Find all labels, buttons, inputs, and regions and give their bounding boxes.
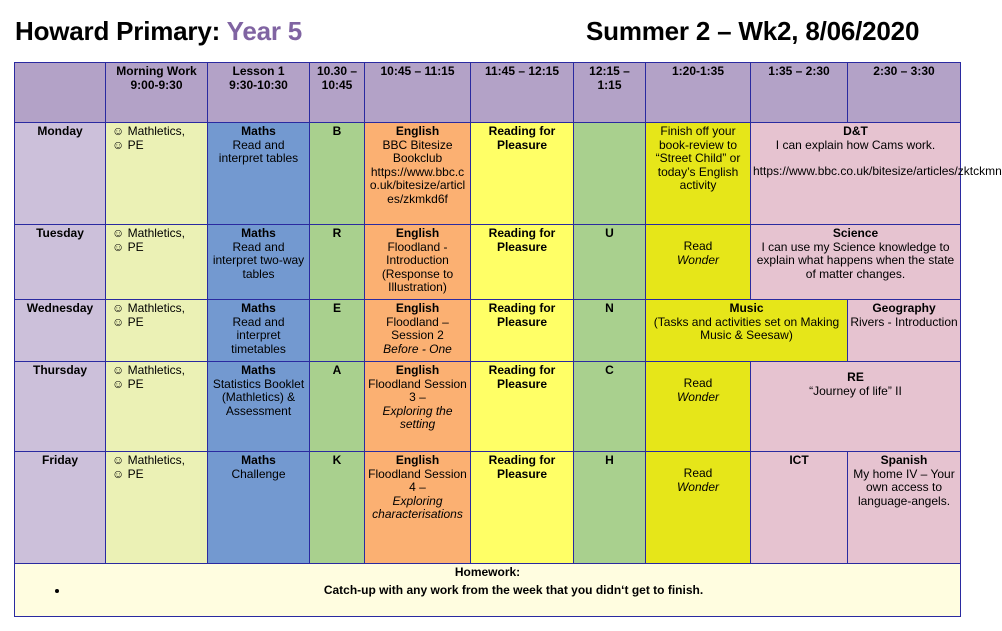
col-break: 10.30 – 10:45 — [310, 63, 365, 123]
english-cell: English Floodland - Introduction (Response to Illustration) — [365, 225, 471, 300]
dt-cell: D&T I can explain how Cams work. https://www.bbc.co.uk/bitesize/articles/zktckmn — [751, 123, 961, 225]
col-lunch: 12:15 – 1:15 — [574, 63, 646, 123]
english-cell: English BBC Bitesize Bookclub https://www.bbc.co.uk/bitesize/articles/zkmkd6f — [365, 123, 471, 225]
geography-cell: Geography Rivers - Introduction — [848, 300, 961, 362]
maths-cell: Maths Statistics Booklet (Mathletics) & Assessment — [208, 362, 310, 452]
morning-work-cell: ☺ Mathletics, ☺ PE — [106, 452, 208, 564]
col-afternoon-1: 1:20-1:35 — [646, 63, 751, 123]
homework-item: • Catch-up with any work from the week that you didn‘t get to finish. — [69, 584, 958, 598]
col-reading: 11:45 – 12:15 — [471, 63, 574, 123]
break-letter: R — [310, 225, 365, 300]
reading-cell: Reading for Pleasure — [471, 362, 574, 452]
ict-cell: ICT — [751, 452, 848, 564]
reading-cell: Reading for Pleasure — [471, 225, 574, 300]
break-letter: K — [310, 452, 365, 564]
corner-cell — [15, 63, 106, 123]
page-header — [0, 0, 974, 62]
reading-cell: Reading for Pleasure — [471, 123, 574, 225]
lunch-letter: H — [574, 452, 646, 564]
afternoon-task-cell: Finish off your book-review to “Street Child” or today’s English activity — [646, 123, 751, 225]
row-wednesday — [15, 300, 961, 362]
break-letter: E — [310, 300, 365, 362]
dt-link[interactable]: https://www.bbc.co.uk/bitesize/articles/zktckmn — [753, 164, 1002, 178]
day-label: Thursday — [15, 362, 106, 452]
morning-work-cell: ☺ Mathletics, ☺ PE — [106, 362, 208, 452]
science-cell: Science I can use my Science knowledge to explain what happens when the state of matter changes. — [751, 225, 961, 300]
col-english: 10:45 – 11:15 — [365, 63, 471, 123]
lunch-letter: C — [574, 362, 646, 452]
maths-cell: Maths Read and interpret timetables — [208, 300, 310, 362]
day-label: Tuesday — [15, 225, 106, 300]
english-cell: English Floodland – Session 2 Before - One — [365, 300, 471, 362]
break-letter: A — [310, 362, 365, 452]
maths-cell: Maths Read and interpret two-way tables — [208, 225, 310, 300]
row-thursday — [15, 362, 961, 452]
lunch-letter: U — [574, 225, 646, 300]
reading-cell: Reading for Pleasure — [471, 300, 574, 362]
col-lesson-1: Lesson 1 9:30-10:30 — [208, 63, 310, 123]
school-name: Howard Primary: — [15, 16, 221, 46]
col-afternoon-2: 1:35 – 2:30 — [751, 63, 848, 123]
english-cell: English Floodland Session 4 – Exploring characterisations — [365, 452, 471, 564]
read-cell: Read Wonder — [646, 452, 751, 564]
bbc-link[interactable]: https://www.bbc.co.uk/bitesize/articles/zkmkd6f — [369, 164, 466, 206]
col-afternoon-3: 2:30 – 3:30 — [848, 63, 961, 123]
morning-work-cell: ☺ Mathletics, ☺ PE — [106, 123, 208, 225]
read-cell: Read Wonder — [646, 362, 751, 452]
homework-label: Homework: — [454, 565, 521, 579]
break-letter: B — [310, 123, 365, 225]
row-tuesday — [15, 225, 961, 300]
col-morning-work: Morning Work 9:00-9:30 — [106, 63, 208, 123]
homework-cell — [15, 564, 961, 617]
english-cell: English Floodland Session 3 – Exploring the setting — [365, 362, 471, 452]
maths-cell: Maths Challenge — [208, 452, 310, 564]
row-monday — [15, 123, 961, 225]
timetable — [14, 62, 1002, 617]
read-cell: Read Wonder — [646, 225, 751, 300]
page-title — [15, 16, 302, 47]
spanish-cell: Spanish My home IV – Your own access to language-angels. — [848, 452, 961, 564]
reading-cell: Reading for Pleasure — [471, 452, 574, 564]
day-label: Friday — [15, 452, 106, 564]
lunch-letter: N — [574, 300, 646, 362]
maths-cell: Maths Read and interpret tables — [208, 123, 310, 225]
re-cell: RE “Journey of life” II — [751, 362, 961, 452]
morning-work-cell: ☺ Mathletics, ☺ PE — [106, 225, 208, 300]
morning-work-cell: ☺ Mathletics, ☺ PE — [106, 300, 208, 362]
row-friday — [15, 452, 961, 564]
header-row — [15, 63, 961, 123]
homework-list — [17, 584, 958, 598]
week-label: Summer 2 – Wk2, 8/06/2020 — [586, 16, 920, 46]
day-label: Monday — [15, 123, 106, 225]
homework-row — [15, 564, 961, 617]
year-group: Year 5 — [226, 16, 303, 46]
lunch-cell — [574, 123, 646, 225]
day-label: Wednesday — [15, 300, 106, 362]
music-cell: Music (Tasks and activities set on Making Music & Seesaw) — [646, 300, 848, 362]
